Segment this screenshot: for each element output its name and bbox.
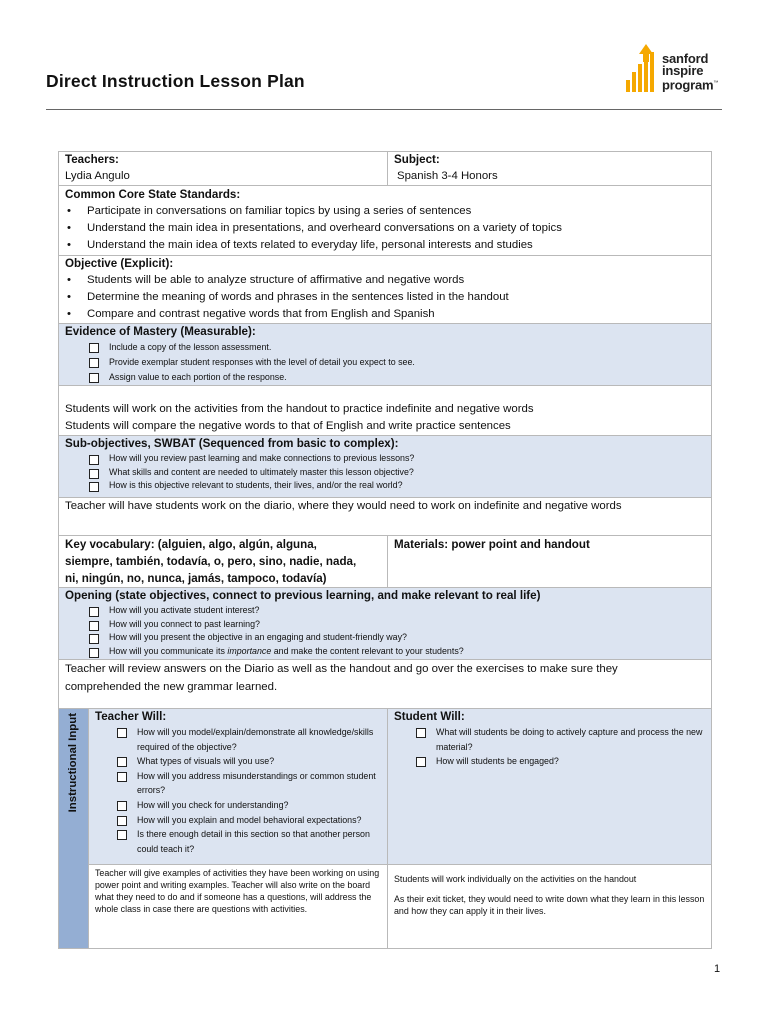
mastery-response-line: Students will compare the negative words to that of English and write practice sentences bbox=[65, 420, 511, 432]
vocabulary-line: ni, ningún, no, nunca, jamás, tampoco, todavía) bbox=[65, 572, 327, 585]
student-will-checklist bbox=[394, 725, 705, 769]
standards-label: Common Core State Standards: bbox=[65, 188, 241, 201]
checkbox-icon bbox=[117, 830, 127, 840]
teacher-will-checklist bbox=[95, 725, 381, 856]
checklist-item: How will you check for understanding? bbox=[117, 798, 381, 813]
subobjectives-checklist bbox=[65, 452, 705, 493]
page-title: Direct Instruction Lesson Plan bbox=[46, 71, 305, 91]
mastery-label: Evidence of Mastery (Measurable): bbox=[65, 325, 256, 338]
objective-label: Objective (Explicit): bbox=[65, 257, 174, 270]
logo-word-inspire: inspire bbox=[662, 63, 704, 78]
checkbox-icon bbox=[416, 757, 426, 767]
sanford-inspire-logo bbox=[622, 44, 732, 96]
checklist-item: Is there enough detail in this section so that another person could teach it? bbox=[117, 827, 381, 856]
checklist-item: How will you explain and model behavioral expectations? bbox=[117, 813, 381, 828]
mastery-response-cell bbox=[59, 386, 712, 436]
subject-cell bbox=[388, 152, 712, 186]
objective-list bbox=[65, 272, 705, 323]
checkbox-icon bbox=[89, 358, 99, 368]
checkbox-icon bbox=[89, 607, 99, 617]
list-item: • Understand the main idea in presentations, and overheard conversations on a variety of topics bbox=[65, 220, 705, 237]
checklist-item: Assign value to each portion of the response. bbox=[89, 370, 705, 385]
mastery-response-line: Students will work on the activities from the handout to practice indefinite and negative words bbox=[65, 403, 534, 415]
instructional-input-sidebar bbox=[59, 709, 89, 949]
subject-value: Spanish 3-4 Honors bbox=[397, 170, 498, 182]
vocabulary-cell bbox=[59, 536, 388, 588]
standards-list bbox=[65, 203, 705, 254]
teacher-will-cell bbox=[89, 709, 388, 865]
list-item: • Understand the main idea of texts related to everyday life, personal interests and studies bbox=[65, 237, 705, 254]
checklist-item: What skills and content are needed to ultimately master this lesson objective? bbox=[89, 466, 705, 480]
checkbox-icon bbox=[89, 634, 99, 644]
checkbox-icon bbox=[117, 728, 127, 738]
checklist-item: How is this objective relevant to students, their lives, and/or the real world? bbox=[89, 479, 705, 493]
teachers-label: Teachers: bbox=[65, 153, 119, 166]
checkbox-icon bbox=[89, 621, 99, 631]
standards-cell bbox=[59, 186, 712, 256]
student-response: As their exit ticket, they would need to write down what they learn in this lesson and how they can apply it in their lives. bbox=[394, 894, 705, 916]
list-item: • Participate in conversations on familiar topics by using a series of sentences bbox=[65, 203, 705, 220]
subobjectives-response: Teacher will have students work on the diario, where they would need to work on indefinite and negative words bbox=[65, 500, 622, 512]
checkbox-icon bbox=[89, 469, 99, 479]
checkbox-icon bbox=[117, 772, 127, 782]
checklist-item: Include a copy of the lesson assessment. bbox=[89, 340, 705, 355]
checklist-item: How will you address misunderstandings or common student errors? bbox=[117, 769, 381, 798]
checklist-item: How will you present the objective in an engaging and student-friendly way? bbox=[89, 631, 705, 645]
student-response-cell bbox=[388, 865, 712, 949]
objective-cell bbox=[59, 256, 712, 324]
materials-cell bbox=[388, 536, 712, 588]
logo-word-sanford: sanford bbox=[662, 51, 709, 66]
checklist-item: What types of visuals will you use? bbox=[117, 754, 381, 769]
checklist-item: How will you communicate its importance and make the content relevant to your students? bbox=[89, 645, 705, 659]
logo-bars-icon bbox=[622, 44, 662, 96]
checkbox-icon bbox=[117, 801, 127, 811]
checklist-item: How will you activate student interest? bbox=[89, 604, 705, 618]
checkbox-icon bbox=[117, 757, 127, 767]
checkbox-icon bbox=[89, 648, 99, 658]
checklist-item: How will you review past learning and make connections to previous lessons? bbox=[89, 452, 705, 466]
checklist-item: How will you model/explain/demonstrate all knowledge/skills required of the objective? bbox=[117, 725, 381, 754]
teachers-value: Lydia Angulo bbox=[65, 170, 130, 182]
opening-response-cell bbox=[59, 660, 712, 709]
student-will-label: Student Will: bbox=[394, 710, 465, 723]
checkbox-icon bbox=[117, 816, 127, 826]
opening-response-line: comprehended the new grammar learned. bbox=[65, 681, 278, 693]
vocabulary-line: siempre, también, todavía, o, pero, sino, nadie, nada, bbox=[65, 555, 357, 568]
vocabulary-line: Key vocabulary: (alguien, algo, algún, alguna, bbox=[65, 538, 317, 551]
page-number: 1 bbox=[714, 963, 721, 975]
teacher-response: Teacher will give examples of activities they have been working on using power point and writing examples. Teacher will also write on the board what they need to do and if someone has a questions, will address the whole class in case there are questions with activities. bbox=[95, 868, 380, 914]
materials-text: Materials: power point and handout bbox=[394, 538, 590, 551]
checkbox-icon bbox=[89, 373, 99, 383]
opening-checklist bbox=[65, 604, 705, 658]
logo-word-program: program™ bbox=[662, 77, 719, 93]
checkbox-icon bbox=[89, 482, 99, 492]
teacher-response-cell bbox=[89, 865, 388, 949]
checkbox-icon bbox=[89, 455, 99, 465]
student-response: Students will work individually on the activities on the handout bbox=[394, 874, 637, 884]
subject-label: Subject: bbox=[394, 153, 440, 166]
subobjectives-response-cell bbox=[59, 498, 712, 536]
checklist-item: How will students be engaged? bbox=[416, 754, 705, 769]
opening-cell bbox=[59, 588, 712, 660]
instructional-input-label: Instructional Input bbox=[67, 713, 79, 813]
student-will-cell bbox=[388, 709, 712, 865]
list-item: • Determine the meaning of words and phrases in the sentences listed in the handout bbox=[65, 289, 705, 306]
teachers-cell bbox=[59, 152, 388, 186]
lesson-plan-table bbox=[58, 151, 712, 949]
list-item: • Compare and contrast negative words that from English and Spanish bbox=[65, 306, 705, 323]
checklist-item: What will students be doing to actively capture and process the new material? bbox=[416, 725, 705, 754]
checkbox-icon bbox=[416, 728, 426, 738]
checklist-item: How will you connect to past learning? bbox=[89, 618, 705, 632]
subobjectives-label: Sub-objectives, SWBAT (Sequenced from basic to complex): bbox=[65, 437, 399, 450]
checkbox-icon bbox=[89, 343, 99, 353]
checklist-item: Provide exemplar student responses with the level of detail you expect to see. bbox=[89, 355, 705, 370]
teacher-will-label: Teacher Will: bbox=[95, 710, 167, 723]
mastery-checklist bbox=[65, 340, 705, 385]
subobjectives-cell bbox=[59, 436, 712, 498]
list-item: • Students will be able to analyze structure of affirmative and negative words bbox=[65, 272, 705, 289]
opening-response-line: Teacher will review answers on the Diario as well as the handout and go over the exercises to make sure they bbox=[65, 663, 618, 675]
title-divider bbox=[46, 109, 722, 110]
opening-label: Opening (state objectives, connect to previous learning, and make relevant to real life) bbox=[65, 589, 541, 602]
mastery-cell bbox=[59, 324, 712, 386]
